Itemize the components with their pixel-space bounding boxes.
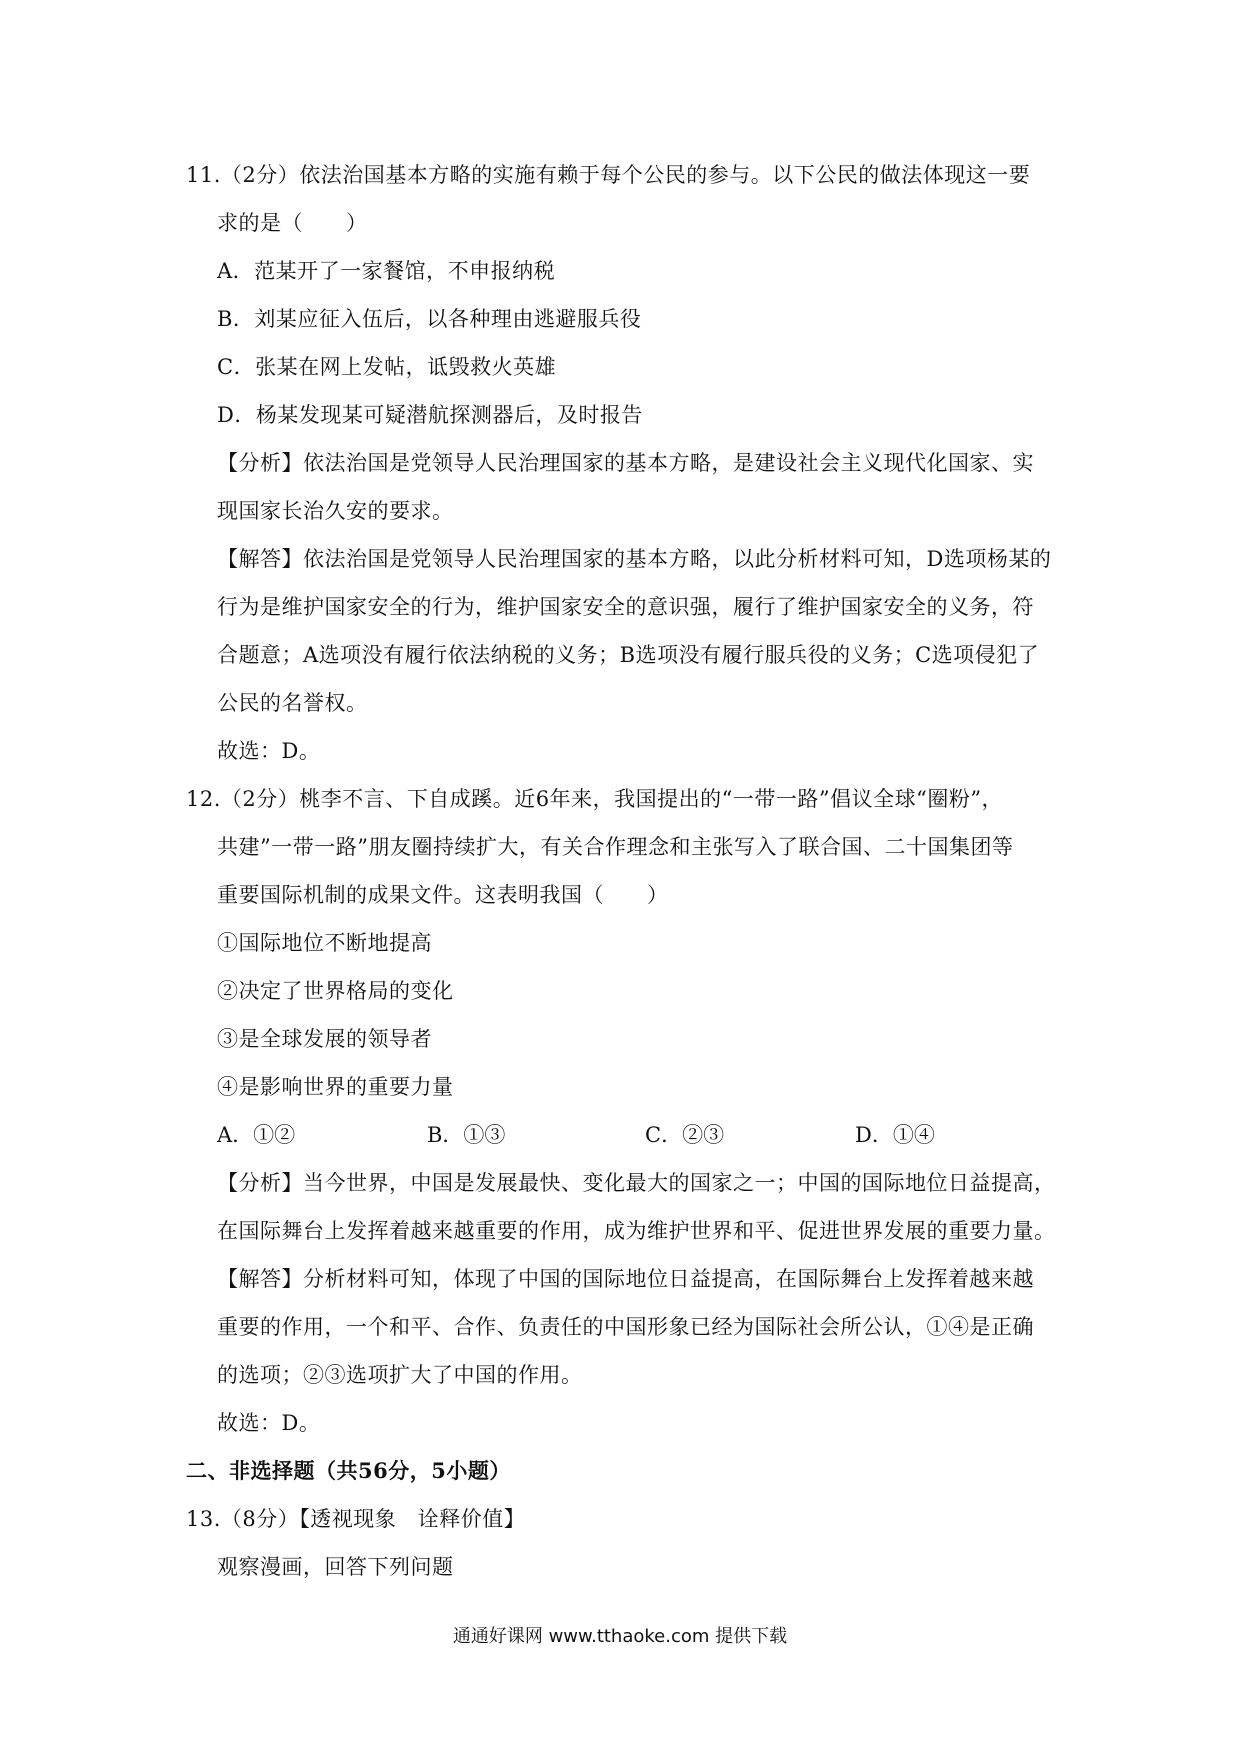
q11-option-a: A．范某开了一家餐馆，不申报纳税 (217, 259, 556, 283)
q12-option-a: A．①② (217, 1123, 296, 1147)
q12-answer-line2: 重要的作用，一个和平、合作、负责任的中国形象已经为国际社会所公认，①④是正确 (217, 1315, 1034, 1339)
q11-answer-line3: 合题意；A选项没有履行依法纳税的义务；B选项没有履行服兵役的义务；C选项侵犯了 (217, 643, 1040, 667)
q12-stem-line2: 共建”一带一路”朋友圈持续扩大，有关合作理念和主张写入了联合国、二十国集团等 (217, 835, 1014, 859)
q13-stem: 13.（8分）【透视现象 诠释价值】 (186, 1507, 526, 1531)
q12-option-c: C．②③ (645, 1123, 725, 1147)
q12-item-3: ③是全球发展的领导者 (217, 1027, 432, 1051)
section2-heading: 二、非选择题（共56分，5小题） (186, 1458, 511, 1483)
q13-instruction: 观察漫画，回答下列问题 (217, 1555, 454, 1579)
q12-answer-line1: 【解答】分析材料可知，体现了中国的国际地位日益提高，在国际舞台上发挥着越来越 (217, 1267, 1034, 1291)
q12-answer-line3: 的选项；②③选项扩大了中国的作用。 (217, 1363, 583, 1387)
q11-stem-line1: 11.（2分）依法治国基本方略的实施有赖于每个公民的参与。以下公民的做法体现这一要 (186, 163, 1031, 187)
q11-analysis-line2: 现国家长治久安的要求。 (217, 499, 454, 523)
q12-choice: 故选：D。 (217, 1411, 321, 1435)
q11-answer-line4: 公民的名誉权。 (217, 691, 368, 715)
q11-choice: 故选：D。 (217, 739, 321, 763)
q12-analysis-line2: 在国际舞台上发挥着越来越重要的作用，成为维护世界和平、促进世界发展的重要力量。 (217, 1219, 1056, 1243)
q11-option-d: D．杨某发现某可疑潜航探测器后，及时报告 (217, 403, 643, 427)
q12-item-4: ④是影响世界的重要力量 (217, 1075, 454, 1099)
q12-option-d: D．①④ (855, 1123, 935, 1147)
q11-option-c: C．张某在网上发帖，诋毁救火英雄 (217, 355, 557, 379)
q12-analysis-line1: 【分析】当今世界，中国是发展最快、变化最大的国家之一；中国的国际地位日益提高， (217, 1171, 1056, 1195)
q12-option-b: B．①③ (427, 1123, 506, 1147)
q11-answer-line1: 【解答】依法治国是党领导人民治理国家的基本方略，以此分析材料可知，D选项杨某的 (217, 547, 1052, 571)
q11-stem-line2: 求的是（ ） (217, 211, 368, 235)
q11-analysis-line1: 【分析】依法治国是党领导人民治理国家的基本方略，是建设社会主义现代化国家、实 (217, 451, 1034, 475)
page-footer: 通通好课网 www.tthaoke.com 提供下载 (452, 1626, 788, 1647)
q12-stem-line1: 12.（2分）桃李不言、下自成蹊。近6年来，我国提出的“一带一路”倡议全球“圈粉”， (186, 787, 1004, 811)
q11-option-b: B．刘某应征入伍后，以各种理由逃避服兵役 (217, 307, 642, 331)
q12-stem-line3: 重要国际机制的成果文件。这表明我国（ ） (217, 883, 669, 907)
q12-item-1: ①国际地位不断地提高 (217, 931, 432, 955)
q11-answer-line2: 行为是维护国家安全的行为，维护国家安全的意识强，履行了维护国家安全的义务，符 (217, 595, 1034, 619)
q12-item-2: ②决定了世界格局的变化 (217, 979, 454, 1003)
